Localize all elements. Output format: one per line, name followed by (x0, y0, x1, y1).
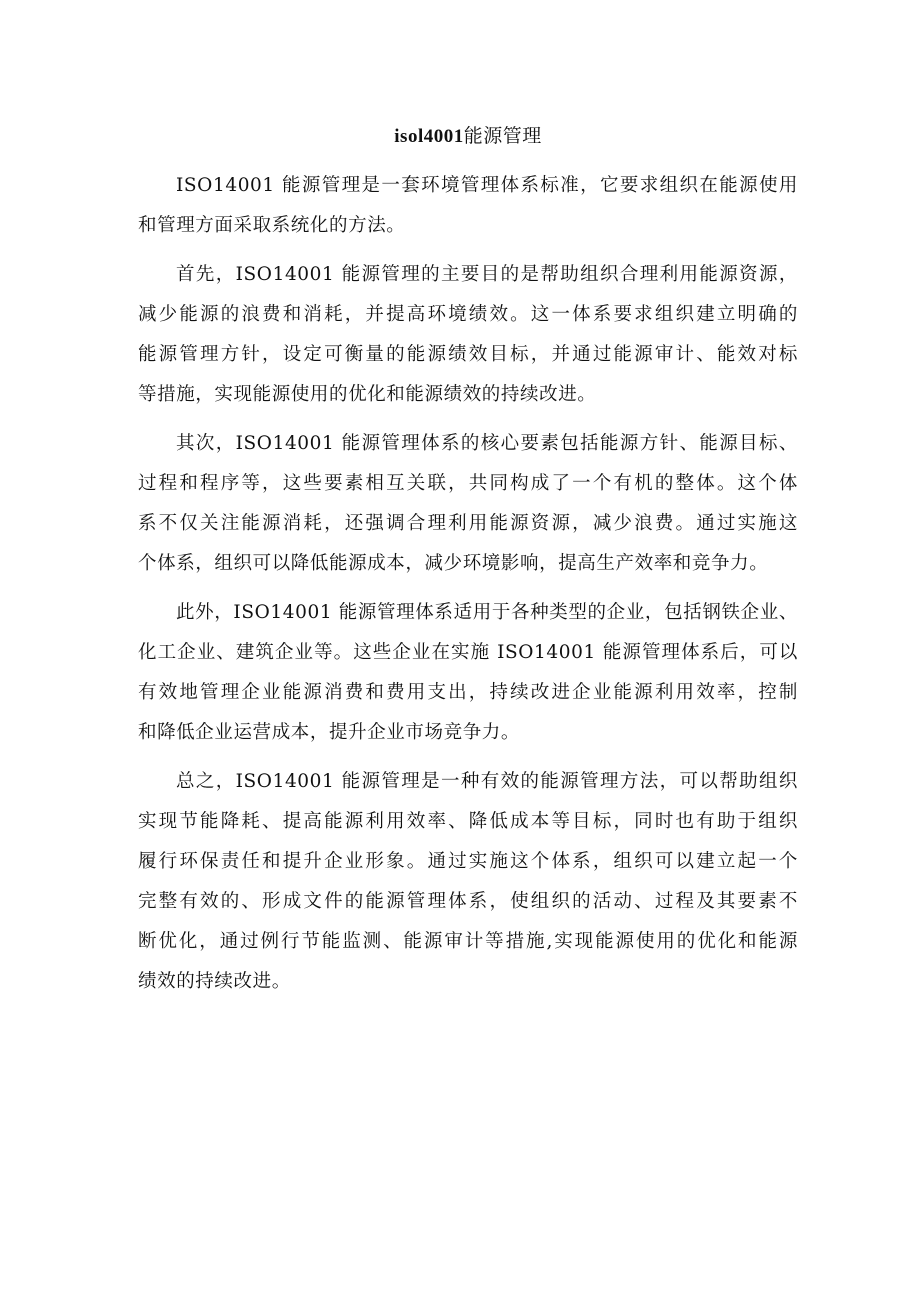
paragraph-line: ISO14001 能源管理是一套环境管理体系标准，它要求组织在能源使用 (176, 175, 798, 196)
title-code: isol4001 (394, 126, 464, 147)
paragraph-line: 总之，ISO14001 能源管理是一种有效的能源管理方法，可以帮助组织 (176, 771, 798, 792)
paragraph-line: 等措施，实现能源使用的优化和能源绩效的持续改进。 (138, 384, 597, 405)
paragraph-line: 完整有效的、形成文件的能源管理体系，使组织的活动、过程及其要素不 (138, 891, 798, 912)
paragraph-line: 减少能源的浪费和消耗，并提高环境绩效。这一体系要求组织建立明确的 (138, 304, 798, 325)
paragraph-line: 此外，ISO14001 能源管理体系适用于各种类型的企业，包括钢铁企业、 (176, 602, 798, 623)
paragraph-line: 能源管理方针，设定可衡量的能源绩效目标，并通过能源审计、能效对标 (138, 344, 798, 365)
document-body (138, 116, 798, 1002)
paragraph-line: 首先，ISO14001 能源管理的主要目的是帮助组织合理利用能源资源， (176, 264, 798, 285)
paragraph-line: 系不仅关注能源消耗，还强调合理利用能源资源，减少浪费。通过实施这 (138, 513, 798, 534)
paragraph-third (138, 593, 798, 753)
paragraph-conclusion (138, 762, 798, 1002)
paragraph-line: 其次，ISO14001 能源管理体系的核心要素包括能源方针、能源目标、 (176, 433, 798, 454)
paragraph-intro (138, 166, 798, 246)
paragraph-first (138, 255, 798, 415)
paragraph-line: 和管理方面采取系统化的方法。 (138, 215, 406, 236)
paragraph-line: 绩效的持续改进。 (138, 971, 291, 992)
paragraph-line: 实现节能降耗、提高能源利用效率、降低成本等目标，同时也有助于组织 (138, 811, 798, 832)
paragraph-line: 过程和程序等，这些要素相互关联，共同构成了一个有机的整体。这个体 (138, 473, 798, 494)
paragraph-second (138, 424, 798, 584)
paragraph-line: 个体系，组织可以降低能源成本，减少环境影响，提高生产效率和竞争力。 (138, 553, 769, 574)
document-title (138, 116, 798, 157)
paragraph-line: 化工企业、建筑企业等。这些企业在实施 ISO14001 能源管理体系后，可以 (138, 642, 798, 663)
paragraph-line: 和降低企业运营成本，提升企业市场竞争力。 (138, 722, 521, 743)
paragraph-line: 断优化，通过例行节能监测、能源审计等措施,实现能源使用的优化和能源 (138, 931, 798, 952)
paragraph-line: 履行环保责任和提升企业形象。通过实施这个体系，组织可以建立起一个 (138, 851, 798, 872)
paragraph-line: 有效地管理企业能源消费和费用支出，持续改进企业能源利用效率，控制 (138, 682, 798, 703)
title-text: 能源管理 (463, 125, 542, 147)
